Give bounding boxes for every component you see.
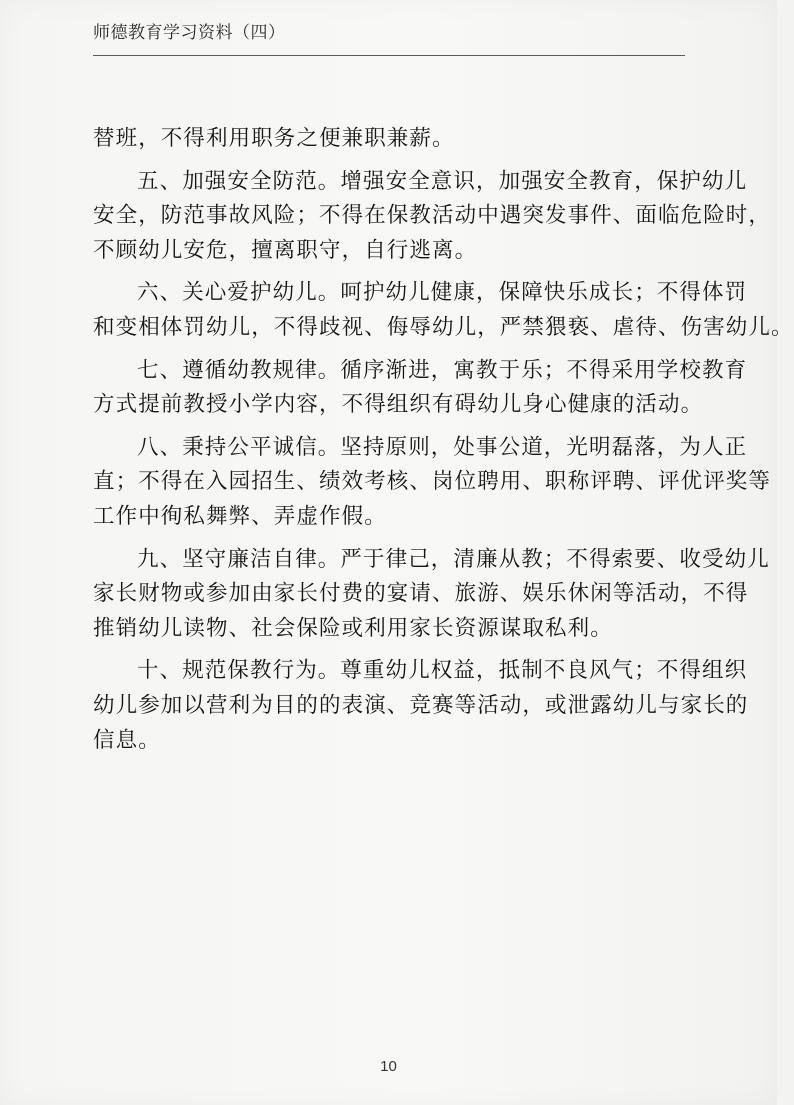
section-7-first-line: 七、遵循幼教规律。循序渐进，寓教于乐；不得采用学校教育 [137, 357, 748, 383]
text-line: 家长财物或参加由家长付费的宴请、旅游、娱乐休闲等活动，不得 [93, 581, 749, 607]
header-rule [93, 55, 685, 56]
text-line: 不顾幼儿安危，擅离职守，自行逃离。 [93, 237, 478, 263]
text-line: 幼儿参加以营利为目的的表演、竞赛等活动，或泄露幼儿与家长的 [93, 692, 749, 718]
section-9-first-line: 九、坚守廉洁自律。严于律己，清廉从教；不得索要、收受幼儿 [137, 546, 770, 572]
text-line: 信息。 [93, 727, 161, 753]
text-line: 推销幼儿读物、社会保险或利用家长资源谋取私利。 [93, 615, 613, 641]
page-number: 10 [380, 1058, 397, 1075]
running-header-title: 师德教育学习资料（四） [93, 23, 286, 43]
text-line: 和变相体罚幼儿，不得歧视、侮辱幼儿，严禁猥亵、虐待、伤害幼儿。 [93, 314, 794, 340]
section-10-first-line: 十、规范保教行为。尊重幼儿权益，抵制不良风气；不得组织 [137, 658, 748, 684]
text-line: 方式提前教授小学内容，不得组织有碍幼儿身心健康的活动。 [93, 392, 704, 418]
text-line: 安全，防范事故风险；不得在保教活动中遇突发事件、面临危险时， [93, 203, 772, 229]
text-line: 替班，不得利用职务之便兼职兼薪。 [93, 126, 455, 151]
section-8-first-line: 八、秉持公平诚信。坚持原则，处事公道，光明磊落，为人正 [137, 434, 748, 460]
section-6-first-line: 六、关心爱护幼儿。呵护幼儿健康，保障快乐成长；不得体罚 [137, 280, 748, 306]
section-5-first-line: 五、加强安全防范。增强安全意识，加强安全教育，保护幼儿 [137, 168, 748, 194]
body-text [93, 122, 794, 758]
text-line: 直；不得在入园招生、绩效考核、岗位聘用、职称评聘、评优评奖等 [93, 469, 772, 495]
text-line: 工作中徇私舞弊、弄虚作假。 [93, 503, 387, 529]
